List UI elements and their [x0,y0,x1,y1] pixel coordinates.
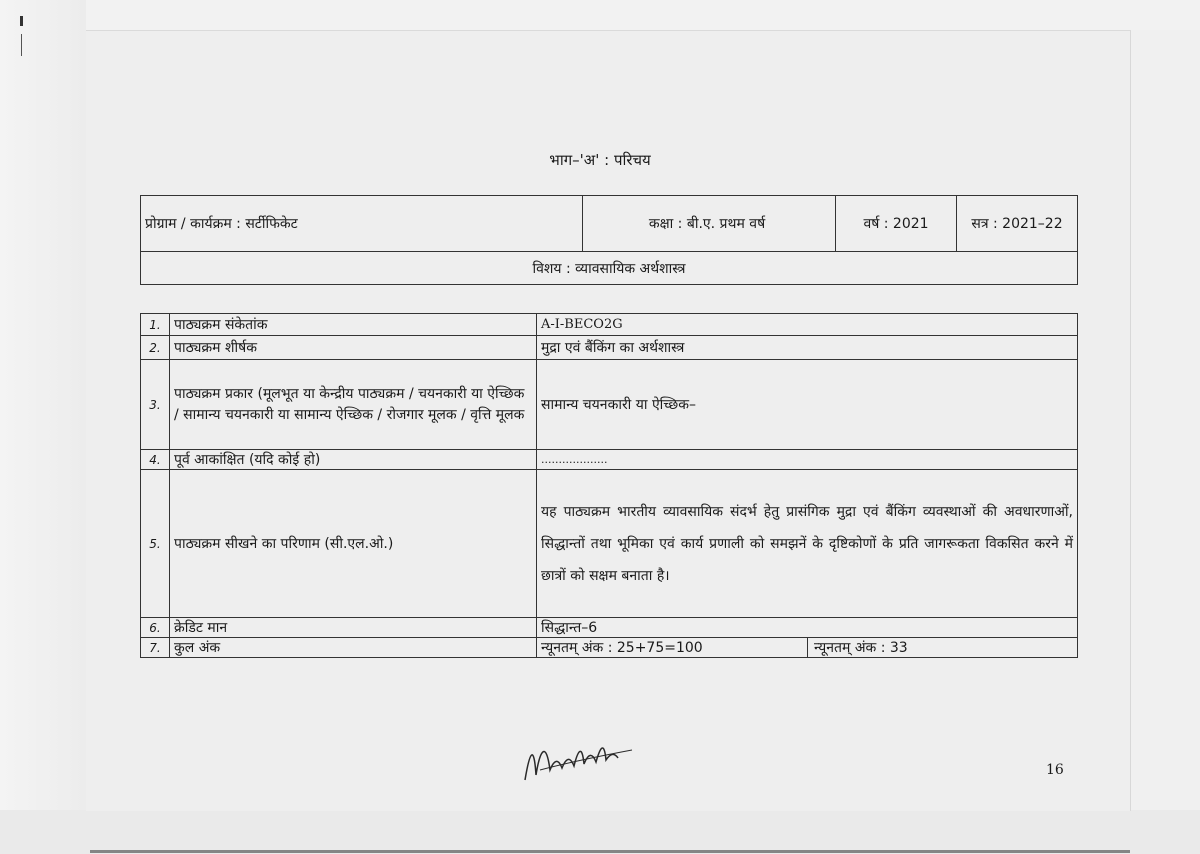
course-type: सामान्य चयनकारी या ऐच्छिक– [537,360,1078,450]
table-row [141,336,1078,360]
class-cell: कक्षा : बी.ए. प्रथम वर्ष [579,196,836,251]
row-number: 5. [141,470,170,618]
program-cell: प्रोग्राम / कार्यक्रम : सर्टीफिकेट [141,196,583,251]
course-code: A-I-BECO2G [537,314,1078,336]
row-label: पाठ्यक्रम शीर्षक [170,336,537,360]
row-label: पाठ्यक्रम प्रकार (मूलभूत या केन्द्रीय पाठ्यक्रम / चयनकारी या ऐच्छिक / सामान्य चयनकारी या सामान्य ऐच्छिक / रोजगार मूलक / वृत्ति मूलक [170,360,537,450]
binding-mark [18,16,26,64]
table-row [141,360,1078,450]
table-row [141,638,1078,658]
row-number: 6. [141,618,170,638]
row-label: क्रेडिट मान [170,618,537,638]
table-row [141,618,1078,638]
session-cell: सत्र : 2021–22 [971,216,1063,232]
total-marks: न्यूनतम् अंक : 25+75=100 [541,638,808,657]
row-number: 1. [141,314,170,336]
year-cell: वर्ष : 2021 [836,196,957,251]
minimum-marks: न्यूनतम् अंक : 33 [814,640,908,656]
row-label: पूर्व आकांक्षित (यदि कोई हो) [170,450,537,470]
row-label: कुल अंक [170,638,537,658]
course-details-table [140,313,1078,658]
header-row [141,196,1077,252]
row-number: 3. [141,360,170,450]
table-row [141,450,1078,470]
signature [520,730,640,790]
table-row [141,314,1078,336]
learning-outcome: यह पाठ्यक्रम भारतीय व्यावसायिक संदर्भ हेतु प्रासंगिक मुद्रा एवं बैंकिंग व्यवस्थाओं की अवधारणाओं, सिद्धान्तों तथा भूमिका एवं कार्य प्रणाली को समझनें के दृष्टिकोणों के प्रति जागरूकता विकसित करने में छात्रों को सक्षम बनाता है। [537,470,1078,618]
total-marks-cell [537,638,1078,658]
row-number: 4. [141,450,170,470]
subject-title: विशय : व्यावसायिक अर्थशास्त्र [532,260,686,277]
row-label: पाठ्यक्रम सीखने का परिणाम (सी.एल.ओ.) [170,470,537,618]
row-number: 7. [141,638,170,658]
course-title: मुद्रा एवं बैंकिंग का अर्थशास्त्र [537,336,1078,360]
credit-value: सिद्धान्त–6 [537,618,1078,638]
page-number: 16 [1046,762,1064,778]
course-header-box [140,195,1078,285]
row-number: 2. [141,336,170,360]
table-row [141,470,1078,618]
scan-left-margin [0,0,86,854]
scan-bottom-edge [90,850,1130,853]
prerequisite: ................... [537,450,1078,470]
row-label: पाठ्यक्रम संकेतांक [170,314,537,336]
part-heading: भाग–'अ' : परिचय [549,151,651,169]
scan-bottom-margin [0,810,1200,854]
